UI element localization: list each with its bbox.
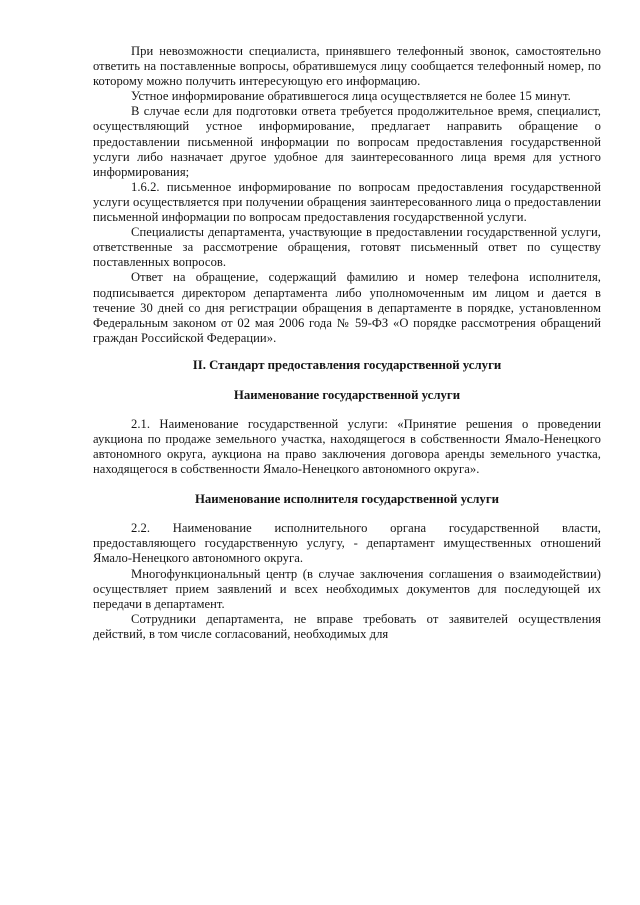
paragraph: Многофункциональный центр (в случае заключения соглашения о взаимодействии) осуществляет прием заявлений и всех необходимых документов для последующей их передачи в департамент. bbox=[93, 566, 601, 611]
paragraph: При невозможности специалиста, принявшего телефонный звонок, самостоятельно ответить на поставленные вопросы, обратившемуся лицу сообщается телефонный номер, по которому можно получить интересующую его информацию. bbox=[93, 44, 601, 89]
paragraph: 1.6.2. письменное информирование по вопросам предоставления государственной услуги осуществляется при получении обращения заинтересованного лица о предоставлении письменной информации по вопросам предоставления государственной услуги. bbox=[93, 179, 601, 225]
paragraph: Устное информирование обратившегося лица осуществляется не более 15 минут. bbox=[131, 89, 571, 104]
paragraph: Специалисты департамента, участвующие в предоставлении государственной услуги, ответственные за рассмотрение обращения, готовят письменный ответ по существу поставленных вопросов. bbox=[93, 225, 601, 270]
paragraph: 2.1. Наименование государственной услуги: «Принятие решения о проведении аукциона по продаже земельного участка, находящегося в собственности Ямало-Ненецкого автономного округа, аукциона на право заключения договора аренды земельного участка, находящегося в собственности Ямало-Ненецкого автономного округа». bbox=[93, 416, 601, 477]
subsection-heading: Наименование исполнителя государственной услуги bbox=[194, 492, 500, 507]
section-heading: II. Стандарт предоставления государственной услуги bbox=[192, 357, 502, 372]
paragraph: В случае если для подготовки ответа требуется продолжительное время, специалист, осуществляющий устное информирование, предлагает направить обращение о предоставлении письменной информации по вопросам предоставления государственной услуги либо назначает другое удобное для заинтересованного лица время для устного информирования; bbox=[93, 104, 601, 179]
paragraph: 2.2. Наименование исполнительного органа государственной власти, предоставляющего государственную услугу, - департамент имущественных отношений Ямало-Ненецкого автономного округа. bbox=[93, 521, 601, 566]
document-page bbox=[93, 44, 601, 642]
subsection-heading: Наименование государственной услуги bbox=[233, 387, 461, 402]
paragraph: Сотрудники департамента, не вправе требовать от заявителей осуществления действий, в том числе согласований, необходимых для bbox=[93, 611, 601, 641]
paragraph: Ответ на обращение, содержащий фамилию и номер телефона исполнителя, подписывается директором департамента либо уполномоченным им лицом и дается в течение 30 дней со дня регистрации обращения в департаменте в порядке, установленном Федеральным законом от 02 мая 2006 года № 59-ФЗ «О порядке рассмотрения обращений граждан Российской Федерации». bbox=[93, 270, 601, 345]
